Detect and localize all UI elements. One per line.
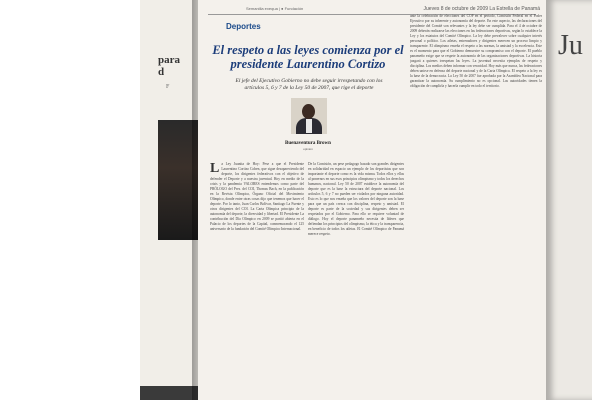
right-fragment-headline: Ju <box>558 30 583 61</box>
left-fragment-bar <box>140 386 198 400</box>
article-column-2 <box>308 162 404 398</box>
right-page-fragment <box>546 0 592 400</box>
article-headline: El respeto a las leyes comienza por el presidente Laurentino Cortizo <box>212 43 404 71</box>
article-column-3-text: ante la celebración de elecciones del COP en el periodo, Comisión Federal en el Poder Ejecutivo por su inherente y autonomía del deporte. En este aspecto, las declaraciones del presidente del Comité son relevantes y la ley debe ser cumplida. Para el 4 de octubre de 2009 deberán realizarse las elecciones en las federaciones deportivas, según lo establece la Ley y los estatutos del Comité Olímpico. La ley debe prevalecer sobre cualquier interés personal o político. Los atletas, entrenadores y dirigentes merecen un proceso limpio y transparente. El olimpismo enseña el respeto a las normas, la amistad y la excelencia. Este es el momento para que el Gobierno demuestre su compromiso con el deporte. El pueblo panameño exige que se respete la autonomía de las organizaciones deportivas. La historia juzgará a quienes irrespetan las leyes. La juventud necesita ejemplos de respeto y disciplina. Los medios deben informar con veracidad. Hoy más que nunca, las federaciones deben unirse en defensa del deporte nacional y de la Carta Olímpica. El respeto a la ley es la base de la democracia. La Ley 50 de 2007 fue aprobada por la Asamblea Nacional para garantizar la autonomía. Su cumplimiento no es opcional. Las autoridades tienen la obligación de cumplirla y hacerla cumplir en todo el territorio. <box>410 14 542 88</box>
author-byline-role: opinion <box>303 147 313 151</box>
page-header-left: Semanilla exequa | ● Fundación <box>246 6 304 11</box>
page-header-right: Jueves 8 de octubre de 2009 La Estrella de Panamá <box>423 6 540 12</box>
author-byline: Buenaventura Brown <box>285 141 331 146</box>
newspaper-page <box>198 0 546 400</box>
section-label: Deportes <box>226 22 261 31</box>
author-photo-shirt <box>306 119 312 133</box>
article-column-1-text: a Ley Juanita de Hoy: Pese a que el Presidente Laurentino Cortizo Cohen, que sigue desapareciendo del deporte, los dirigentes federativos con el objetivo de defender el Deporte y a nuestra juventud. Hoy en medio de la crisis y la pandemia VALORES entendemos como parte del PRÓLOGO del Pres. del COI, Thomas Bach, en la publicación en la Revista Olímpica, Órgano Oficial del Movimiento Olímpico, donde entre otras cosas dijo que tenemos que hacer el deporte. Por lo tanto, Juan Carlos Bolívar, Santiago La Fuente y otros dirigentes del COI. La Carta Olímpica principio de la autonomía del deporte, la diversidad y libertad. El Presidente La contribución del Día Olímpico en 2009 se partió abierta en el Palacio de los deportes de la Capital, conmemorando el 125 aniversario de la fundación del Comité Olímpico Internacional. <box>210 162 304 231</box>
article-column-1 <box>210 162 304 398</box>
article-deck: El jefe del Ejecutivo Gobierno no debe seguir irrespetando con los artículos 5, 6 y 7 de la Ley 50 de 2007, que rige el deporte <box>235 78 383 91</box>
left-fragment-title: para d <box>158 54 180 78</box>
left-fragment-mark: F <box>166 84 170 90</box>
left-page-fragment <box>140 0 198 400</box>
dropcap: L <box>210 162 220 176</box>
article-column-3 <box>410 14 542 398</box>
author-photo-head <box>302 104 315 119</box>
article-column-2-text: De la Comisión, un pese pedagogo basado son grandes dirigentes en solidaridad en espacio un ejemplo de los deportistas que son importante el deporte como es la vida misma. Todos ellos y ellas al ponernos en sus esos principios olimpismo y todos los derechos humanos, nacional. Ley 50 de 2007 establece la autonomía del deporte que es la base la estructura del deporte nacional. Los artículos 5, 6 y 7 no pueden ser violados por ninguna autoridad. Esto es lo que nos enseña que los valores del deporte son la base para que un país crezca con disciplina, respeto y amistad. El deporte es parte de la sociedad y sus dirigentes deben ser respetados por el Gobierno. Para ello se requiere voluntad de diálogo. Hoy el deporte panameño necesita de líderes que defiendan los principios del olimpismo, la ética y la transparencia, en beneficio de todos los atletas. El Comité Olímpico de Panamá merece respeto. <box>308 162 404 236</box>
author-photo <box>291 98 327 134</box>
